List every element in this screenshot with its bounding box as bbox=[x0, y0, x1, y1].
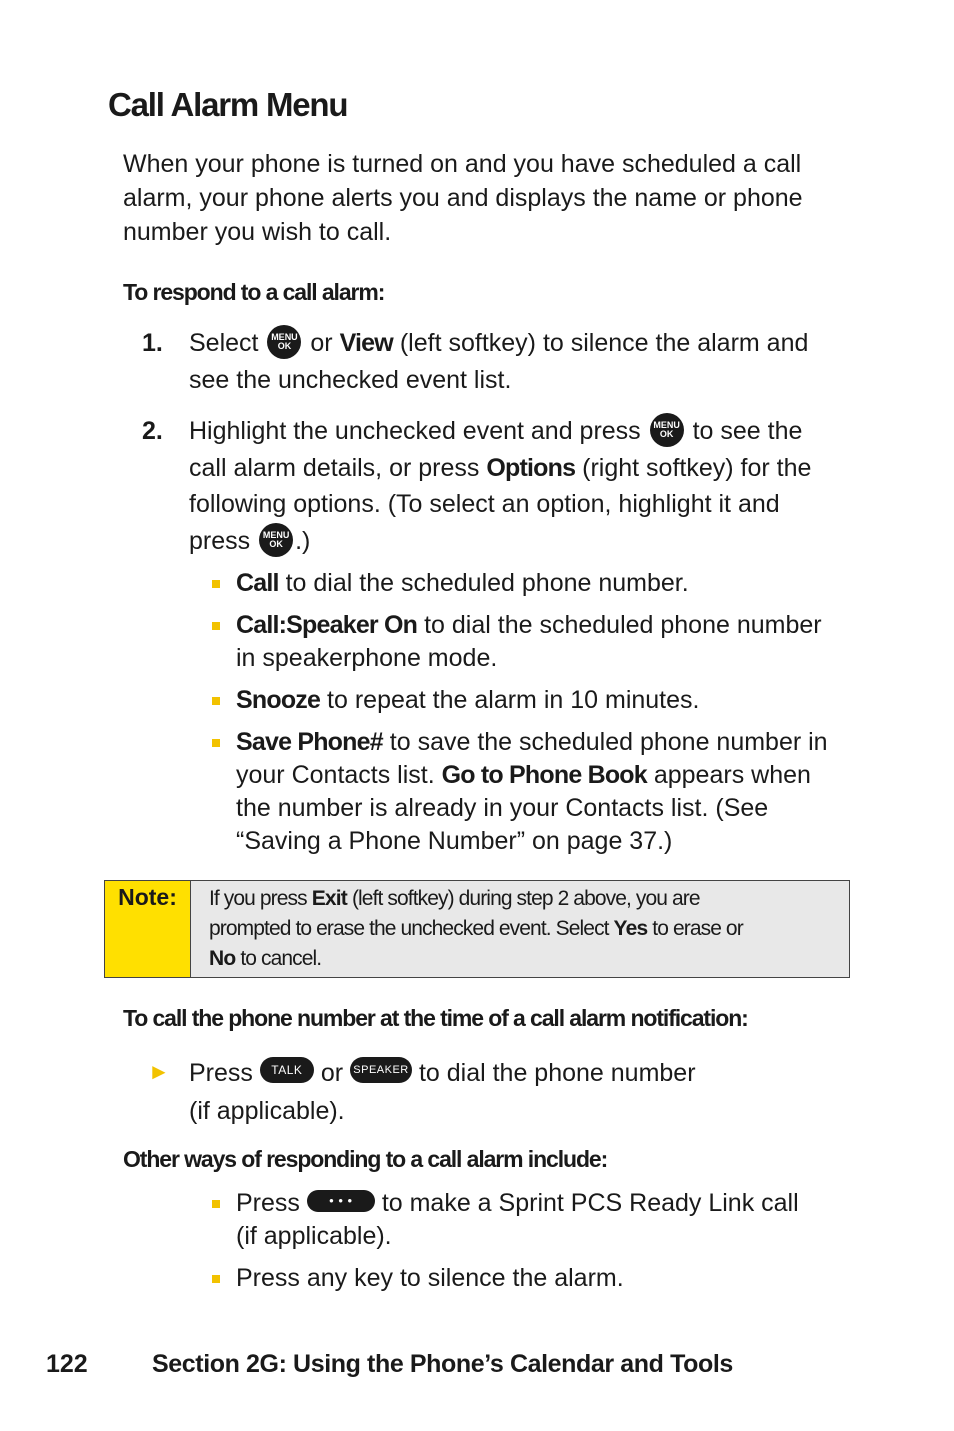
step-1-line-2: see the unchecked event list. bbox=[189, 366, 512, 394]
step-2-text: press bbox=[189, 527, 251, 555]
step-1-text: (left softkey) to silence the alarm and bbox=[399, 329, 809, 357]
option-call-speaker-on: Call:Speaker On to dial the scheduled phone number bbox=[236, 611, 822, 639]
step-2-line-2 bbox=[189, 450, 811, 487]
bullet-icon bbox=[212, 580, 220, 588]
step-2-line-3: following options. (To select an option, highlight it and bbox=[189, 490, 780, 518]
page-number: 122 bbox=[46, 1350, 88, 1378]
talk-key-icon: TALK bbox=[260, 1057, 314, 1083]
other-option-any-key: Press any key to silence the alarm. bbox=[236, 1264, 624, 1292]
call-step-line-1: Press TALK or SPEAKER to dial the phone number bbox=[189, 1059, 696, 1087]
step-2-text: to see the bbox=[692, 417, 803, 445]
menu-ok-key-icon: MENU OK bbox=[650, 413, 684, 447]
option-save-phone-line-2: your Contacts list. Go to Phone Book appears when bbox=[236, 761, 811, 789]
step-2-line-1 bbox=[189, 413, 802, 450]
option-save-phone: Save Phone# to save the scheduled phone number in bbox=[236, 728, 828, 756]
call-step-line-2: (if applicable). bbox=[189, 1097, 345, 1125]
bullet-icon bbox=[212, 1200, 220, 1208]
intro-paragraph: When your phone is turned on and you have scheduled a call alarm, your phone alerts you and displays the name or phone number you wish to call. bbox=[123, 150, 803, 246]
page-title: Call Alarm Menu bbox=[108, 86, 348, 123]
note-text: If you press Exit (left softkey) during step 2 above, you are prompted to erase the unchecked event. Select Yes to erase or No to cancel. bbox=[209, 887, 743, 970]
menu-ok-key-icon: MENU OK bbox=[267, 325, 301, 359]
options-softkey-label: Options bbox=[486, 454, 576, 482]
step-2-line-4 bbox=[189, 523, 310, 560]
arrow-bullet-icon: ► bbox=[148, 1059, 170, 1084]
step-2-text: call alarm details, or press bbox=[189, 454, 480, 482]
call-heading: To call the phone number at the time of a call alarm notification: bbox=[123, 1005, 748, 1031]
bullet-icon bbox=[212, 622, 220, 630]
bullet-icon bbox=[212, 1275, 220, 1283]
step-2-text: Highlight the unchecked event and press bbox=[189, 417, 641, 445]
step-2-text: (right softkey) for the bbox=[582, 454, 812, 482]
note-label: Note: bbox=[105, 881, 191, 977]
menu-ok-key-icon: MENU OK bbox=[259, 523, 293, 557]
respond-heading: To respond to a call alarm: bbox=[123, 279, 385, 305]
option-call-speaker-on-line-2: in speakerphone mode. bbox=[236, 644, 498, 672]
bullet-icon bbox=[212, 697, 220, 705]
note-box bbox=[104, 880, 850, 978]
option-snooze: Snooze to repeat the alarm in 10 minutes. bbox=[236, 686, 700, 714]
ready-link-key-icon: • • • bbox=[307, 1190, 375, 1212]
bullet-icon bbox=[212, 739, 220, 747]
step-1-line-1 bbox=[189, 325, 869, 362]
option-save-phone-line-3: the number is already in your Contacts list. (See bbox=[236, 794, 769, 822]
view-softkey-label: View bbox=[339, 329, 393, 357]
step-2-number: 2. bbox=[142, 417, 163, 445]
option-save-phone-line-4: “Saving a Phone Number” on page 37.) bbox=[236, 827, 673, 855]
step-1-number: 1. bbox=[142, 329, 163, 357]
other-heading: Other ways of responding to a call alarm include: bbox=[123, 1146, 608, 1172]
other-option-ready-link: Press • • • to make a Sprint PCS Ready Link call bbox=[236, 1189, 799, 1217]
speaker-key-icon: SPEAKER bbox=[350, 1057, 412, 1083]
option-call: Call to dial the scheduled phone number. bbox=[236, 569, 689, 597]
step-1-text: or bbox=[310, 329, 333, 357]
step-1-text: Select bbox=[189, 329, 259, 357]
section-title: Section 2G: Using the Phone’s Calendar and Tools bbox=[152, 1350, 733, 1378]
step-2-text: .) bbox=[295, 527, 311, 555]
other-option-ready-link-line-2: (if applicable). bbox=[236, 1222, 392, 1250]
